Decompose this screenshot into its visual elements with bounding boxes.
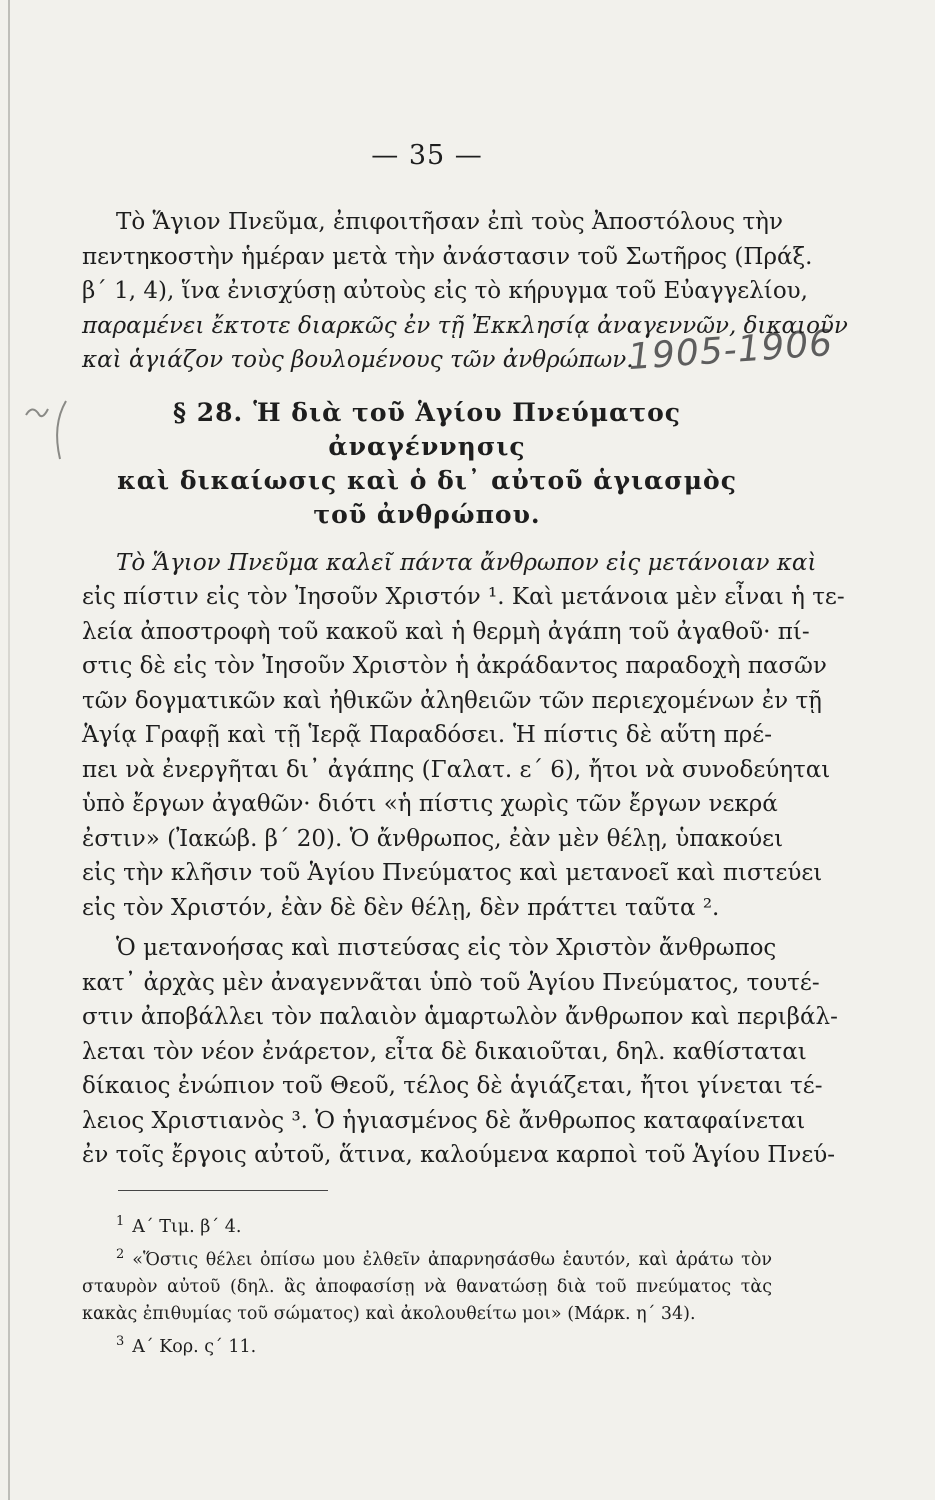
text-line: στις δὲ εἰς τὸν Ἰησοῦν Χριστὸν ἡ ἀκράδαντος παραδοχὴ πασῶν xyxy=(82,653,827,679)
text-line: τῶν δογματικῶν καὶ ἠθικῶν ἀληθειῶν τῶν περιεχομένων ἐν τῇ xyxy=(82,687,822,714)
text-line: Ἁγίᾳ Γραφῇ καὶ τῇ Ἱερᾷ Παραδόσει. Ἡ πίστις δὲ αὕτη πρέ- xyxy=(82,722,772,748)
footnote-rule xyxy=(118,1190,328,1191)
text-line: εἰς τὴν κλῆσιν τοῦ Ἁγίου Πνεύματος καὶ μετανοεῖ καὶ πιστεύει xyxy=(82,860,823,886)
text-line: Τὸ Ἅγιον Πνεῦμα καλεῖ πάντα ἄνθρωπον εἰς μετάνοιαν καὶ xyxy=(116,549,817,576)
footnote-text: Α΄ Κορ. ς΄ 11. xyxy=(132,1336,257,1357)
text-line: παραμένει ἔκτοτε διαρκῶς ἐν τῇ Ἐκκλησίᾳ ἀναγεννῶν, δικαιοῦν xyxy=(82,312,848,339)
text-line: καὶ ἁγιάζον τοὺς βουλομένους τῶν ἀνθρώπων. xyxy=(82,347,634,373)
footnote-1 xyxy=(82,1208,772,1241)
footnotes xyxy=(82,1208,772,1360)
footnote-2 xyxy=(82,1241,772,1274)
section-number: § 28. xyxy=(172,397,244,427)
paragraph-2 xyxy=(82,546,845,926)
text-line: πεντηκοστὴν ἡμέραν μετὰ τὴν ἀνάστασιν τοῦ Σωτῆρος (Πράξ. xyxy=(82,243,813,270)
text-line: πει νὰ ἐνεργῆται δι᾽ ἀγάπης (Γαλατ. ε΄ 6), ἤτοι νὰ συνοδεύηται xyxy=(82,756,831,783)
text-line: β΄ 1, 4), ἵνα ἐνισχύσῃ αὐτοὺς εἰς τὸ κήρυγμα τοῦ Εὐαγγελίου, xyxy=(82,278,808,304)
text-line: ἐστιν» (Ἰακώβ. β΄ 20). Ὁ ἄνθρωπος, ἐὰν μὲν θέλῃ, ὑπακούει xyxy=(82,825,784,852)
text-line: ὑπὸ ἔργων ἀγαθῶν· διότι «ἡ πίστις χωρὶς τῶν ἔργων νεκρά xyxy=(82,791,778,817)
paragraph-3 xyxy=(82,931,838,1173)
text-line: Τὸ Ἅγιον Πνεῦμα, ἐπιφοιτῆσαν ἐπὶ τοὺς Ἀποστόλους τὴν xyxy=(116,209,783,235)
heading-line: καὶ δικαίωσις καὶ ὁ δι᾽ αὐτοῦ ἁγιασμὸς xyxy=(117,465,737,495)
footnote-marker: 3 xyxy=(116,1333,125,1349)
text-line: λεται τὸν νέον ἐνάρετον, εἶτα δὲ δικαιοῦται, δηλ. καθίσταται xyxy=(82,1038,807,1065)
text-line: λεία ἀποστροφὴ τοῦ κακοῦ καὶ ἡ θερμὴ ἀγάπη τοῦ ἀγαθοῦ· πί- xyxy=(82,618,810,645)
paragraph-1 xyxy=(82,205,848,378)
footnote-3 xyxy=(82,1328,772,1361)
text-line: στιν ἀποβάλλει τὸν παλαιὸν ἁμαρτωλὸν ἄνθρωπον καὶ περιβάλ- xyxy=(82,1004,838,1030)
text-line: λειος Χριστιανὸς ³. Ὁ ἡγιασμένος δὲ ἄνθρωπος καταφαίνεται xyxy=(82,1107,806,1134)
page-body xyxy=(82,140,848,1173)
text-line: Ὁ μετανοήσας καὶ πιστεύσας εἰς τὸν Χριστὸν ἄνθρωπος xyxy=(116,935,777,961)
scan-edge xyxy=(8,0,10,1500)
text-line: εἰς τὸν Χριστόν, ἐὰν δὲ δὲν θέλῃ, δὲν πράττει ταῦτα ². xyxy=(82,894,720,921)
footnote-marker: 2 xyxy=(116,1246,125,1262)
page-number: — 35 — xyxy=(371,140,483,171)
text-line: εἰς πίστιν εἰς τὸν Ἰησοῦν Χριστόν ¹. Καὶ μετάνοια μὲν εἶναι ἡ τε- xyxy=(82,584,845,610)
pencil-margin-mark xyxy=(22,393,86,463)
heading-line: τοῦ ἀνθρώπου. xyxy=(313,499,541,529)
text-line: κατ᾽ ἀρχὰς μὲν ἀναγεννᾶται ὑπὸ τοῦ Ἁγίου Πνεύματος, τουτέ- xyxy=(82,969,820,996)
text-line: δίκαιος ἐνώπιον τοῦ Θεοῦ, τέλος δὲ ἁγιάζεται, ἤτοι γίνεται τέ- xyxy=(82,1073,823,1099)
footnote-marker: 1 xyxy=(116,1214,125,1229)
footnote-text: Α΄ Τιμ. β΄ 4. xyxy=(132,1216,242,1237)
footnote-2-line-3: κακὰς ἐπιθυμίας τοῦ σώματος) καὶ ἀκολουθείτω μοι» (Μάρκ. η΄ 34). xyxy=(82,1303,696,1324)
footnote-text: «Ὅστις θέλει ὀπίσω μου ἐλθεῖν ἀπαρνησάσθω ἑαυτόν, καὶ ἀράτω τὸν xyxy=(132,1249,772,1270)
footnote-2-line-2: σταυρὸν αὐτοῦ (δηλ. ἂς ἀποφασίσῃ νὰ θανατώσῃ διὰ τοῦ πνεύματος τὰς xyxy=(82,1276,772,1297)
handwritten-note: 1905-1906 xyxy=(626,322,835,379)
heading-line: Ἡ διὰ τοῦ Ἁγίου Πνεύματος ἀναγέννησις xyxy=(253,397,682,461)
section-heading xyxy=(82,396,772,532)
text-line: ἐν τοῖς ἔργοις αὐτοῦ, ἅτινα, καλούμενα καρποὶ τοῦ Ἁγίου Πνεύ- xyxy=(82,1142,835,1168)
